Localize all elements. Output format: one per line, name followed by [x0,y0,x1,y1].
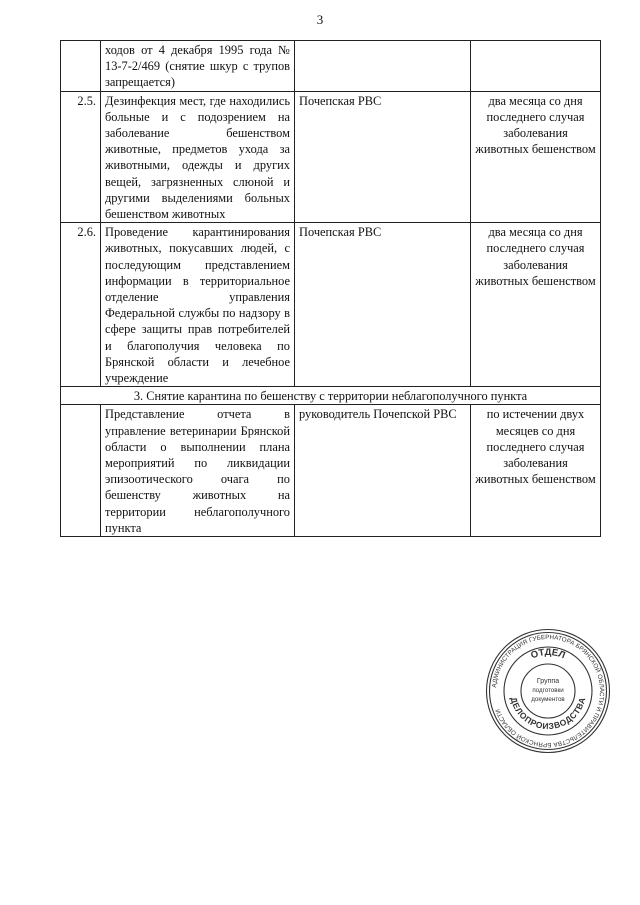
row-number [61,405,101,537]
responsible-cell: руководитель Почепской РВС [295,405,471,537]
office-stamp [484,627,612,755]
term-cell [471,41,601,92]
stamp-center-line-3: документов [531,696,565,703]
stamp-ring-text: АДМИНИСТРАЦИЯ ГУБЕРНАТОРА БРЯНСКОЙ ОБЛАСТИ И ПРАВИТЕЛЬСТВА БРЯНСКОЙ ОБЛАСТИ [491,633,606,749]
stamp-inner-top-text: ОТДЕЛ [529,646,567,662]
table-row [61,223,601,387]
section-heading: 3. Снятие карантина по бешенству с территории неблагополучного пункта [61,387,601,405]
table-row [61,41,601,92]
action-cell: Представление отчета в управление ветеринарии Брянской области о выполнении плана мероприятий по ликвидации эпизоотического очага по бешенству животных на территории неблагополучного пункта [101,405,295,537]
row-number [61,41,101,92]
responsible-cell [295,41,471,92]
section-heading-row [61,387,601,405]
responsible-cell: Почепская РВС [295,91,471,223]
stamp-inner-bottom-text: ДЕЛОПРОИЗВОДСТВА [508,695,588,732]
row-number: 2.6. [61,223,101,387]
action-cell: Проведение карантинирования животных, покусавших людей, с последующим представлением информации в территориальное отделение управления Федеральной службы по надзору в сфере защиты прав потребителей и благополучия человека по Брянской области и лечебное учреждение [101,223,295,387]
measures-table [60,40,601,537]
stamp-center-line-2: подготовки [532,687,564,694]
term-cell: два месяца со дня последнего случая заболевания животных бешенством [471,223,601,387]
stamp-center-line-1: Группа [536,678,560,685]
action-cell: Дезинфекция мест, где находились больные и с подозрением на заболевание бешенством животные, предметов ухода за животными, одежды и других вещей, загрязненных слюной и другими выделениями больных бешенством животных [101,91,295,223]
responsible-cell: Почепская РВС [295,223,471,387]
term-cell: по истечении двух месяцев со дня последнего случая заболевания животных бешенством [471,405,601,537]
term-cell: два месяца со дня последнего случая заболевания животных бешенством [471,91,601,223]
action-cell: ходов от 4 декабря 1995 года № 13-7-2/469 (снятие шкур с трупов запрещается) [101,41,295,92]
page-number: 3 [316,12,324,27]
row-number: 2.5. [61,91,101,223]
table-row [61,91,601,223]
table-row [61,405,601,537]
